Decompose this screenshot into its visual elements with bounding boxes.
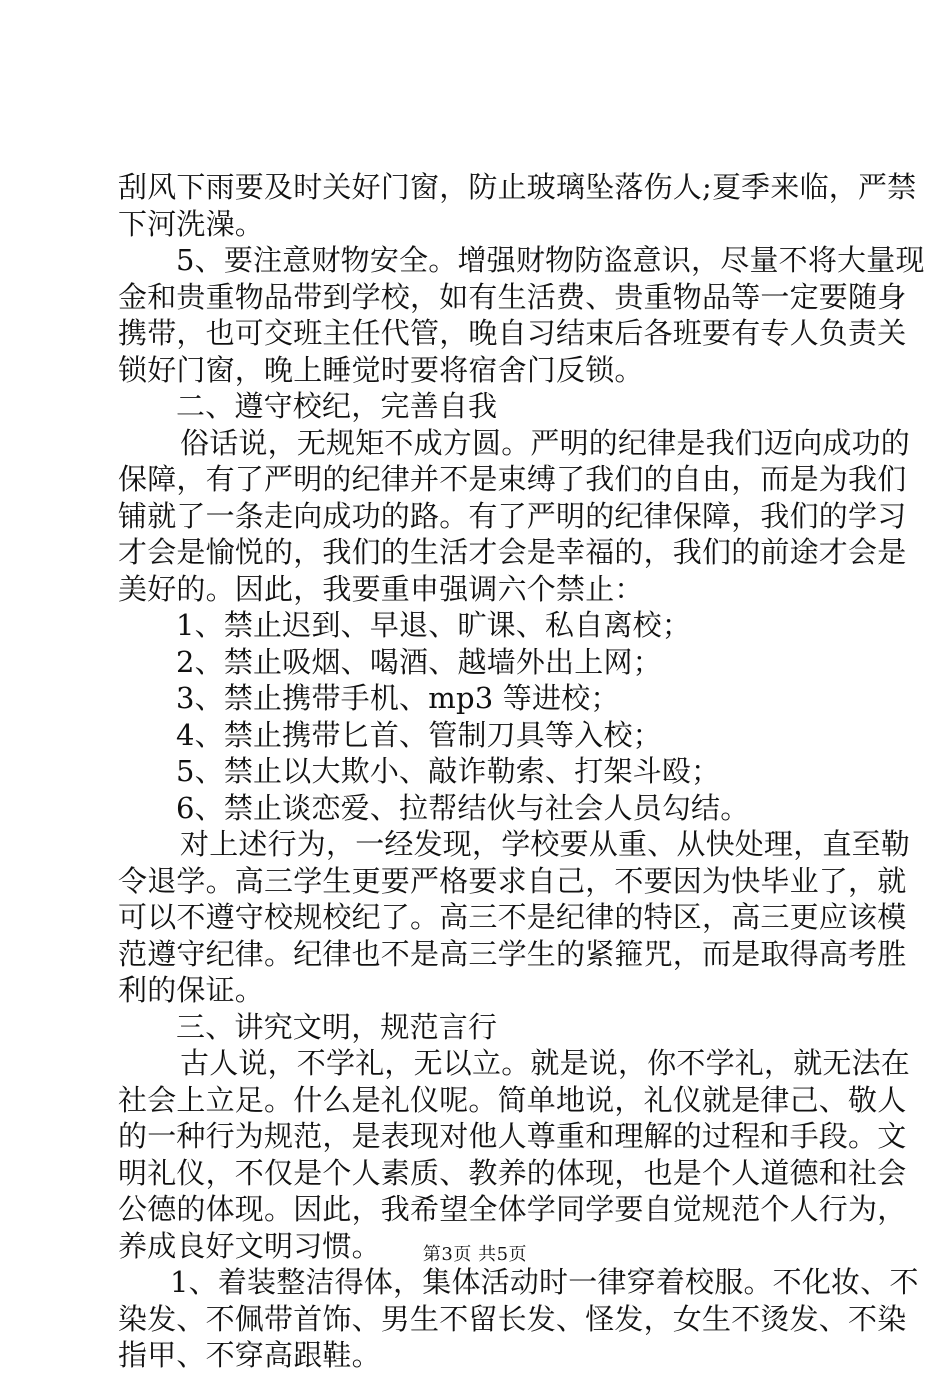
text-line: 指甲、不穿高跟鞋。 [118, 1338, 381, 1372]
list-item: 2、禁止吸烟、喝酒、越墙外出上网； [176, 644, 662, 679]
text-line: 养成良好文明习惯。 [118, 1228, 381, 1263]
text-line: 令退学。高三学生更要严格要求自己，不要因为快毕业了，就 [118, 863, 907, 898]
text-line: 公德的体现。因此，我希望全体学同学要自觉规范个人行为， [118, 1192, 907, 1226]
text-line: 社会上立足。什么是礼仪呢。简单地说，礼仪就是律己、敬人 [118, 1082, 907, 1117]
list-item: 1、着装整洁得体，集体活动时一律穿着校服。不化妆、不 [170, 1265, 919, 1299]
text-line: 金和贵重物品带到学校，如有生活费、贵重物品等一定要随身 [118, 279, 907, 314]
section-heading: 二、遵守校纪，完善自我 [176, 389, 498, 423]
text-line: 携带，也可交班主任代管，晚自习结束后各班要有专人负责关 [118, 316, 907, 350]
list-item: 3、禁止携带手机、mp3 等进校； [176, 681, 620, 715]
list-item: 4、禁止携带匕首、管制刀具等入校； [176, 717, 662, 752]
text-line: 下河洗澡。 [118, 206, 265, 241]
paragraph-start: 俗话说，无规矩不成方圆。严明的纪律是我们迈向成功的 [180, 425, 911, 460]
text-line: 保障，有了严明的纪律并不是束缚了我们的自由，而是为我们 [118, 462, 907, 496]
document-body [118, 169, 925, 1374]
page-footer: 第3页 共5页 [422, 1244, 528, 1265]
text-line: 刮风下雨要及时关好门窗，防止玻璃坠落伤人;夏季来临，严禁 [118, 170, 917, 204]
section-heading: 三、讲究文明，规范言行 [176, 1009, 498, 1044]
text-line: 锁好门窗，晚上睡觉时要将宿舍门反锁。 [118, 352, 644, 387]
text-line: 铺就了一条走向成功的路。有了严明的纪律保障，我们的学习 [118, 498, 907, 533]
text-line: 的一种行为规范，是表现对他人尊重和理解的过程和手段。文 [118, 1119, 907, 1153]
text-line: 才会是愉悦的，我们的生活才会是幸福的，我们的前途才会是 [118, 535, 907, 569]
list-item: 5、要注意财物安全。增强财物防盗意识，尽量不将大量现 [176, 243, 925, 277]
paragraph-start: 古人说，不学礼，无以立。就是说，你不学礼，就无法在 [180, 1046, 911, 1080]
text-line: 可以不遵守校规校纪了。高三不是纪律的特区，高三更应该模 [118, 900, 907, 934]
list-item: 1、禁止迟到、早退、旷课、私自离校； [176, 608, 692, 642]
text-line: 染发、不佩带首饰、男生不留长发、怪发，女生不烫发、不染 [118, 1301, 907, 1336]
list-item: 6、禁止谈恋爱、拉帮结伙与社会人员勾结。 [176, 790, 750, 825]
text-line: 美好的。因此，我要重申强调六个禁止： [118, 571, 644, 606]
text-line: 利的保证。 [118, 973, 265, 1007]
list-item: 5、禁止以大欺小、敲诈勒索、打架斗殴； [176, 754, 721, 788]
text-line: 范遵守纪律。纪律也不是高三学生的紧箍咒，而是取得高考胜 [118, 936, 907, 971]
paragraph-start: 对上述行为，一经发现，学校要从重、从快处理，直至勒 [180, 827, 911, 861]
text-line: 明礼仪，不仅是个人素质、教养的体现，也是个人道德和社会 [118, 1155, 907, 1190]
